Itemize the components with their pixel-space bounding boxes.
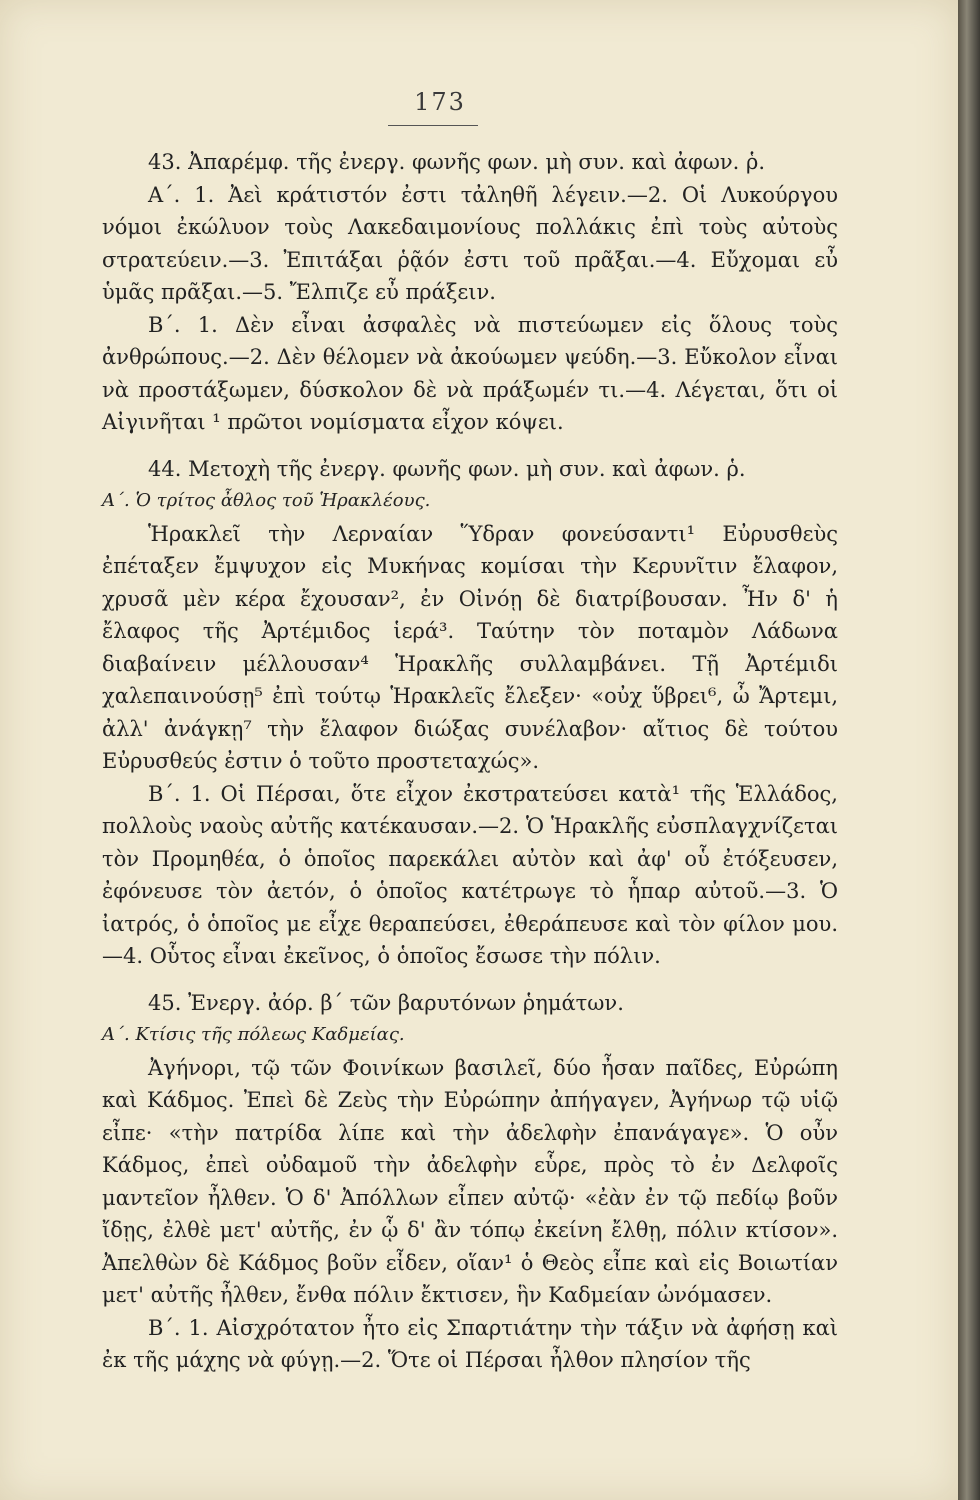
header-rule [388, 125, 478, 126]
section-heading-44: 44. Μετοχὴ τῆς ἐνεργ. φωνῆς φων. μὴ συν. καὶ ἀφων. ῥ. [148, 456, 746, 481]
paragraph-43-a: Α΄. 1. Ἀεὶ κράτιστόν ἐστι τἀληθῆ λέγειν.—2. Οἱ Λυκούργου νόμοι ἐκώλυον τοὺς Λακεδαιμονίους πολλάκις ἐπὶ τοὺς αὐτοὺς στρατεύειν.—3. Ἐπιτάξαι ῥᾷόν ἐστι τοῦ πρᾶξαι.—4. Εὔχομαι εὖ ὑμᾶς πρᾶξαι.—5. Ἔλπιζε εὖ πράξειν. [102, 182, 838, 304]
section-subheading-45: Α΄. Κτίσις τῆς πόλεως Καδμείας. [102, 1024, 405, 1045]
paragraph-44-a: Ἡρακλεῖ τὴν Λερναίαν Ὕδραν φονεύσαντι¹ Εὐρυσθεὺς ἐπέταξεν ἔμψυχον εἰς Μυκήνας κομίσαι τὴν Κερυνῖτιν ἔλαφον, χρυσᾶ μὲν κέρα ἔχουσαν², ἐν Οἰνόῃ δὲ διατρίβουσαν. Ἦν δ' ἡ ἔλαφος τῆς Ἀρτέμιδος ἱερά³. Ταύτην τὸν ποταμὸν Λάδωνα διαβαίνειν μέλλουσαν⁴ Ἡρακλῆς συλλαμβάνει. Τῇ Ἀρτέμιδι χαλεπαινούσῃ⁵ ἐπὶ τούτῳ Ἡρακλεῖς ἔλεξεν· «οὐχ ὕβρει⁶, ὦ Ἄρτεμι, ἀλλ' ἀνάγκῃ⁷ τὴν ἔλαφον διώξας συνέλαβον· αἴτιος δὲ τούτου Εὐρυσθεύς ἐστιν ὁ τοῦτο προστεταχώς». [102, 521, 838, 773]
page-content [102, 146, 838, 1377]
page-number: 173 [414, 88, 466, 116]
paragraph-45-a: Ἀγήνορι, τῷ τῶν Φοινίκων βασιλεῖ, δύο ἦσαν παῖδες, Εὐρώπη καὶ Κάδμος. Ἐπεὶ δὲ Ζεὺς τὴν Εὐρώπην ἀπήγαγεν, Ἀγήνωρ τῷ υἱῷ εἶπε· «τὴν πατρίδα λίπε καὶ τὴν ἀδελφὴν ἐπανάγαγε». Ὁ οὖν Κάδμος, ἐπεὶ οὐδαμοῦ τὴν ἀδελφὴν εὗρε, πρὸς τὸ ἐν Δελφοῖς μαντεῖον ἦλθεν. Ὁ δ' Ἀπόλλων εἶπεν αὐτῷ· «ἐὰν ἐν τῷ πεδίῳ βοῦν ἴδῃς, ἐλθὲ μετ' αὐτῆς, ἐν ᾧ δ' ἂν τόπῳ ἐκείνη ἔλθῃ, πόλιν κτίσον». Ἀπελθὼν δὲ Κάδμος βοῦν εἶδεν, οἵαν¹ ὁ Θεὸς εἶπε καὶ εἰς Βοιωτίαν μετ' αὐτῆς ἦλθεν, ἔνθα πόλιν ἔκτισεν, ἣν Καδμείαν ὠνόμασεν. [102, 1055, 838, 1307]
paragraph-45-b: Β΄. 1. Αἰσχρότατον ἦτο εἰς Σπαρτιάτην τὴν τάξιν νὰ ἀφήσῃ καὶ ἐκ τῆς μάχης νὰ φύγῃ.—2. Ὅτε οἱ Πέρσαι ἦλθον πλησίον τῆς [102, 1315, 838, 1372]
page-edge-shadow [958, 0, 980, 1500]
section-subheading-44: Α΄. Ὁ τρίτος ἆθλος τοῦ Ἡρακλέους. [102, 490, 431, 511]
section-heading-43: 43. Ἀπαρέμφ. τῆς ἐνεργ. φωνῆς φων. μὴ συν. καὶ ἀφων. ῥ. [148, 150, 765, 174]
paragraph-43-b: Β΄. 1. Δὲν εἶναι ἀσφαλὲς νὰ πιστεύωμεν εἰς ὅλους τοὺς ἀνθρώπους.—2. Δὲν θέλομεν νὰ ἀκούωμεν ψεύδη.—3. Εὔκολον εἶναι νὰ προστάξωμεν, δύσκολον δὲ νὰ πράξωμέν τι.—4. Λέγεται, ὅτι οἱ Αἰγινῆται ¹ πρῶτοι νομίσματα εἶχον κόψει. [102, 312, 838, 434]
section-heading-45: 45. Ἐνεργ. ἀόρ. β΄ τῶν βαρυτόνων ῥημάτων. [148, 990, 624, 1015]
paragraph-44-b: Β΄. 1. Οἱ Πέρσαι, ὅτε εἶχον ἐκστρατεύσει κατὰ¹ τῆς Ἑλλάδος, πολλοὺς ναοὺς αὐτῆς κατέκαυσαν.—2. Ὁ Ἡρακλῆς εὐσπλαγχνίζεται τὸν Προμηθέα, ὁ ὁποῖος παρεκάλει αὐτὸν καὶ ἀφ' οὗ ἐτόξευσεν, ἐφόνευσε τὸν ἀετόν, ὁ ὁποῖος κατέτρωγε τὸ ἧπαρ αὐτοῦ.—3. Ὁ ἰατρός, ὁ ὁποῖος με εἶχε θεραπεύσει, ἐθεράπευσε καὶ τὸν φίλον μου.—4. Οὗτος εἶναι ἐκεῖνος, ὁ ὁποῖος ἔσωσε τὴν πόλιν. [102, 781, 838, 968]
